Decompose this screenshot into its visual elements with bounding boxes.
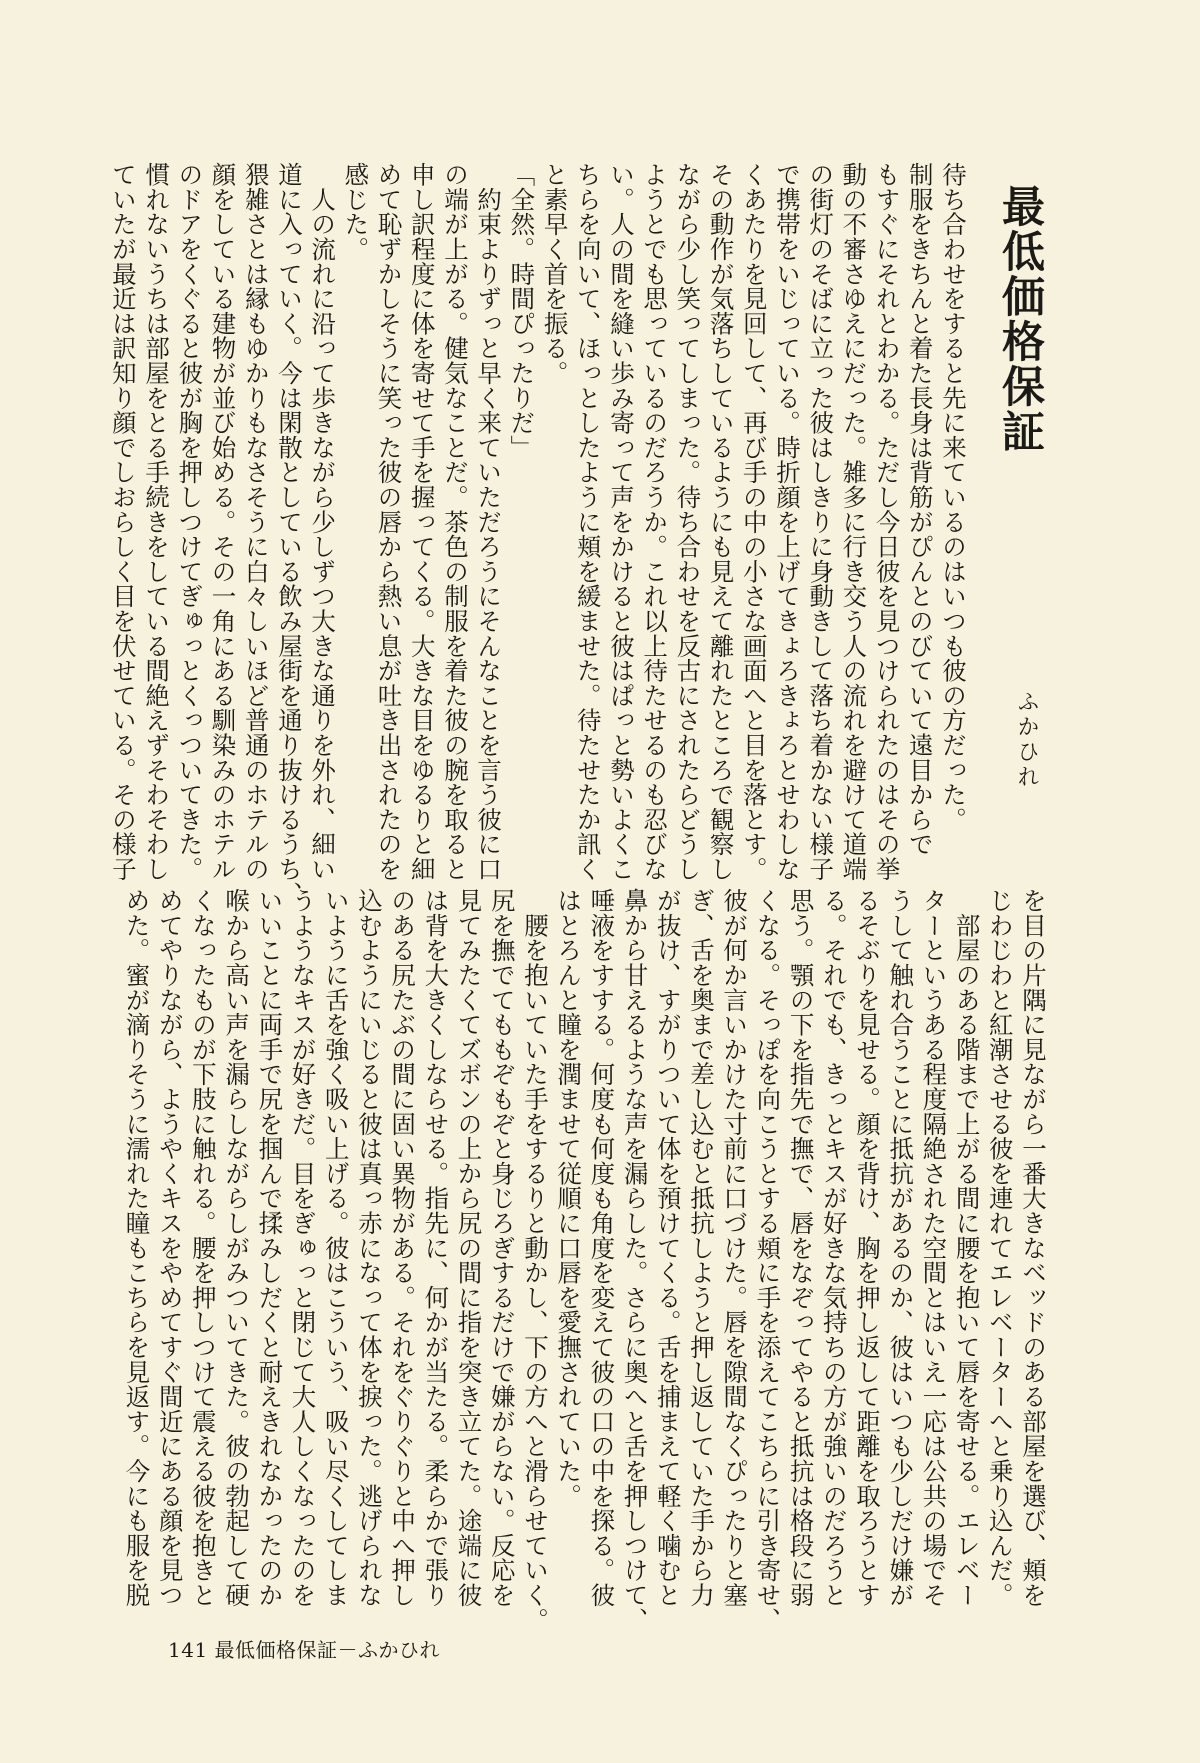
text-line: る。それでも、きっとキスが好きな気持ちの方が強いのだろうと xyxy=(819,888,849,1608)
text-line: じわじわと紅潮させる彼を連れてエレベーターへと乗り込んだ。 xyxy=(985,888,1015,1608)
author-name: ふかひれ xyxy=(1014,690,1039,790)
text-line: の端が上がる。健気なことだ。茶色の制服を着た彼の腕を取ると xyxy=(440,162,470,882)
text-line: 感じた。 xyxy=(341,162,371,262)
text-line: ていたが最近は訳知り顔でしおらしく目を伏せている。その様子 xyxy=(108,162,138,882)
text-line: 喉から高い声を漏らしながらしがみついてきた。彼の勃起して硬 xyxy=(222,888,252,1608)
text-line: 制服をきちんと着た長身は背筋がぴんとのびていて遠目からで xyxy=(905,162,935,857)
text-line: いいことに両手で尻を掴んで揉みしだくと耐えきれなかったのか xyxy=(255,888,285,1608)
text-line: もすぐにそれとわかる。ただし今日彼を見つけられたのはその挙 xyxy=(872,162,902,882)
text-line: くあたりを見回して、再び手の中の小さな画面へと目を落とす。 xyxy=(739,162,769,882)
text-line: くなる。そっぽを向こうとする頬に手を添えてこちらに引き寄せ、 xyxy=(753,888,783,1632)
text-line: 腰を抱いていた手をするりと動かし、下の方へと滑らせていく。 xyxy=(520,888,550,1632)
text-line: と素早く首を振る。 xyxy=(540,162,570,386)
text-line: ながら少し笑ってしまった。待ち合わせを反古にされたらどうし xyxy=(673,162,703,882)
text-line: くなったものが下肢に触れる。腰を押しつけて震える彼を抱きと xyxy=(188,888,218,1608)
text-line: ちらを向いて、ほっとしたように頬を緩ませた。待たせたか訊く xyxy=(573,162,603,882)
text-line: うようなキスが好きだ。目をぎゅっと閉じて大人しくなったのを xyxy=(288,888,318,1608)
text-line: うして触れ合うことに抵抗があるのか、彼はいつも少しだけ嫌が xyxy=(886,888,916,1608)
text-line: 顔をしている建物が並び始める。その一角にある馴染みのホテル xyxy=(208,162,238,882)
text-line: 唾液をすする。何度も何度も角度を変えて彼の口の中を探る。彼 xyxy=(587,888,617,1608)
text-line: 込むようにいじると彼は真っ赤になって体を捩った。逃げられな xyxy=(354,888,384,1608)
text-line: 鼻から甘えるような声を漏らした。さらに奥へと舌を押しつけて、 xyxy=(620,888,650,1632)
text-line: いように舌を強く吸い上げる。彼はこういう、吸い尽くしてしま xyxy=(321,888,351,1608)
text-line: 思う。顎の下を指先で撫で、唇をなぞってやると抵抗は格段に弱 xyxy=(786,888,816,1608)
text-line: 待ち合わせをすると先に来ているのはいつも彼の方だった。 xyxy=(939,162,968,832)
text-line: で携帯をいじっている。時折顔を上げてきょろきょろとせわしな xyxy=(772,162,802,882)
text-line: 約束よりずっと早く来ていただろうにそんなことを言う彼に口 xyxy=(474,162,504,882)
lower-text-block xyxy=(122,888,1050,1632)
text-line: 申し訳程度に体を寄せて手を握ってくる。大きな目をゆるりと細 xyxy=(407,162,437,882)
text-line: のドアをくぐると彼が胸を押しつけてぎゅっとくっついてきた。 xyxy=(175,162,205,882)
text-line: が抜け、すがりついて体を預けてくる。舌を捕まえて軽く噛むと xyxy=(653,888,683,1608)
text-line: ぎ、舌を奥まで差し込むと抵抗しようと押し返していた手から力 xyxy=(686,888,716,1608)
text-line: 動の不審さゆえにだった。雑多に行き交う人の流れを避けて道端 xyxy=(839,162,869,882)
text-line: 慣れないうちは部屋をとる手続きをしている間絶えずそわそわし xyxy=(142,162,172,882)
text-line: 猥雑さとは縁もゆかりもなさそうに白々しいほど普通のホテルの xyxy=(241,162,271,882)
upper-text-block xyxy=(108,162,970,906)
text-line: その動作が気落ちしているようにも見えて離れたところで観察し xyxy=(706,162,736,882)
text-line: は背を大きくしならせる。指先に、何かが当たる。柔らかで張り xyxy=(421,888,451,1608)
text-line: 尻を撫でてももぞもぞと身じろぎするだけで嫌がらない。反応を xyxy=(487,888,517,1608)
text-line: めてやりながら、ようやくキスをやめてすぐ間近にある顔を見つ xyxy=(155,888,185,1608)
text-line: 人の流れに沿って歩きながら少しずつ大きな通りを外れ、細い xyxy=(308,162,338,882)
page-footer: 141 最低価格保証－ふかひれ xyxy=(168,1638,441,1662)
text-line: 見てみたくてズボンの上から尻の間に指を突き立てた。途端に彼 xyxy=(454,888,484,1608)
text-line: 「全然。時間ぴったりだ」 xyxy=(507,162,537,460)
text-line: い。人の間を縫い歩み寄って声をかけると彼はぱっと勢いよくこ xyxy=(606,162,636,882)
text-line: のある尻たぶの間に固い異物がある。それをぐりぐりと中へ押し xyxy=(388,888,418,1608)
text-line: ターというある程度隔絶された空間とはいえ一応は公共の場でそ xyxy=(919,888,949,1608)
text-line: 部屋のある階まで上がる間に腰を抱いて唇を寄せる。エレベー xyxy=(952,888,982,1608)
text-line: めた。蜜が滴りそうに濡れた瞳もこちらを見返す。今にも服を脱 xyxy=(122,888,152,1608)
text-line: めて恥ずかしそうに笑った彼の唇から熱い息が吐き出されたのを xyxy=(374,162,404,882)
text-line: 彼が何か言いかけた寸前に口づけた。唇を隙間なくぴったりと塞 xyxy=(720,888,750,1608)
story-title: 最低価格保証 xyxy=(995,184,1045,454)
text-line: の街灯のそばに立った彼はしきりに身動きして落ち着かない様子 xyxy=(806,162,836,882)
text-line: るそぶりを見せる。顔を背け、胸を押し返して距離を取ろうとす xyxy=(852,888,882,1608)
text-line: 道に入っていく。今は閑散としている飲み屋街を通り抜けるうち、 xyxy=(274,162,304,906)
text-line: を目の片隅に見ながら一番大きなベッドのある部屋を選び、頬を xyxy=(1019,888,1048,1608)
text-line: はとろんと瞳を潤ませて従順に口唇を愛撫されていた。 xyxy=(554,888,584,1508)
text-line: ようとでも思っているのだろうか。これ以上待たせるのも忍びな xyxy=(640,162,670,882)
